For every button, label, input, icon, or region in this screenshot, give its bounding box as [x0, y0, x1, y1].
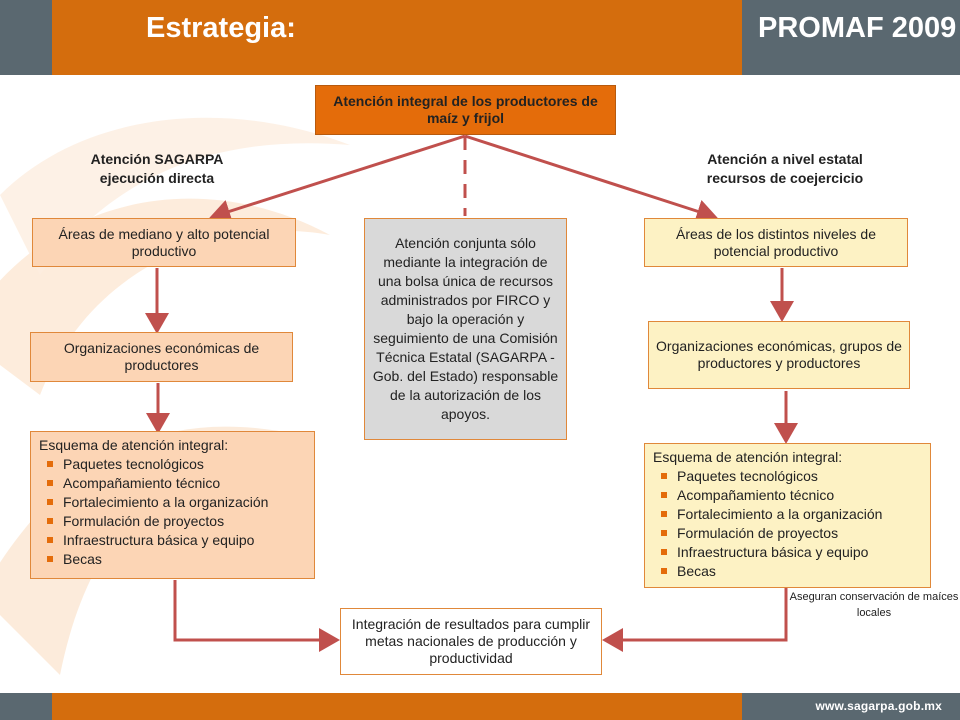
list-item: Becas	[653, 562, 922, 581]
left-scheme-title: Esquema de atención integral:	[39, 437, 229, 453]
right-areas-box	[644, 218, 908, 267]
arrow-right-to-bottom	[608, 588, 786, 640]
bullet-icon	[661, 511, 667, 517]
bullet-icon	[47, 518, 53, 524]
arrow-left-to-bottom	[175, 580, 334, 640]
results-box	[340, 608, 602, 675]
right-organizations-box	[648, 321, 910, 389]
arrow-top-to-right	[465, 136, 712, 216]
left-areas-box	[32, 218, 296, 267]
list-item: Paquetes tecnológicos	[653, 467, 922, 486]
right-column-label: Atención a nivel estatal recursos de coejercicio	[706, 151, 864, 186]
page-title: Estrategia:	[146, 12, 296, 44]
list-item: Acompañamiento técnico	[653, 486, 922, 505]
list-item: Infraestructura básica y equipo	[39, 531, 306, 550]
goal-box-text: Atención integral de los productores de maíz y frijol	[333, 93, 598, 126]
list-item: Paquetes tecnológicos	[39, 455, 306, 474]
program-brand: PROMAF 2009	[758, 12, 957, 44]
left-column-label: Atención SAGARPA ejecución directa	[90, 151, 224, 186]
joint-attention-text: Atención conjunta sólo mediante la integración de una bolsa única de recursos administrados por FIRCO y bajo la operación y seguimiento de una Comisión Técnica Estatal (SAGARPA - Gob. del Estado) responsable de la autorización de los apoyos.	[372, 235, 559, 422]
right-scheme-list	[653, 467, 922, 581]
conservation-note: Aseguran conservación de maíces locales	[789, 591, 959, 619]
list-item: Formulación de proyectos	[39, 512, 306, 531]
footer-bar	[52, 693, 742, 720]
left-scheme-list	[39, 455, 306, 569]
bullet-icon	[661, 549, 667, 555]
left-areas-text: Áreas de mediano y alto potencial productivo	[58, 225, 270, 259]
left-scheme-box	[30, 431, 315, 579]
list-item: Fortalecimiento a la organización	[39, 493, 306, 512]
bullet-icon	[661, 492, 667, 498]
list-item: Infraestructura básica y equipo	[653, 543, 922, 562]
bullet-icon	[47, 480, 53, 486]
goal-box	[315, 85, 616, 135]
footer-url: www.sagarpa.gob.mx	[815, 699, 942, 713]
right-scheme-title: Esquema de atención integral:	[653, 449, 843, 465]
bullet-icon	[47, 537, 53, 543]
footer-left-block	[0, 693, 52, 720]
right-scheme-box	[644, 443, 931, 588]
list-item: Becas	[39, 550, 306, 569]
bullet-icon	[47, 499, 53, 505]
bullet-icon	[661, 473, 667, 479]
left-organizations-text: Organizaciones económicas de productores	[63, 340, 260, 373]
list-item: Formulación de proyectos	[653, 524, 922, 543]
bullet-icon	[661, 530, 667, 536]
right-organizations-text: Organizaciones económicas, grupos de productores y productores	[656, 338, 902, 371]
bullet-icon	[47, 556, 53, 562]
list-item: Acompañamiento técnico	[39, 474, 306, 493]
list-item: Fortalecimiento a la organización	[653, 505, 922, 524]
bullet-icon	[661, 568, 667, 574]
results-text: Integración de resultados para cumplir metas nacionales de producción y productividad	[351, 616, 591, 666]
bullet-icon	[47, 461, 53, 467]
right-areas-text: Áreas de los distintos niveles de potencial productivo	[676, 225, 876, 259]
joint-attention-box	[364, 218, 567, 440]
left-organizations-box	[30, 332, 293, 382]
